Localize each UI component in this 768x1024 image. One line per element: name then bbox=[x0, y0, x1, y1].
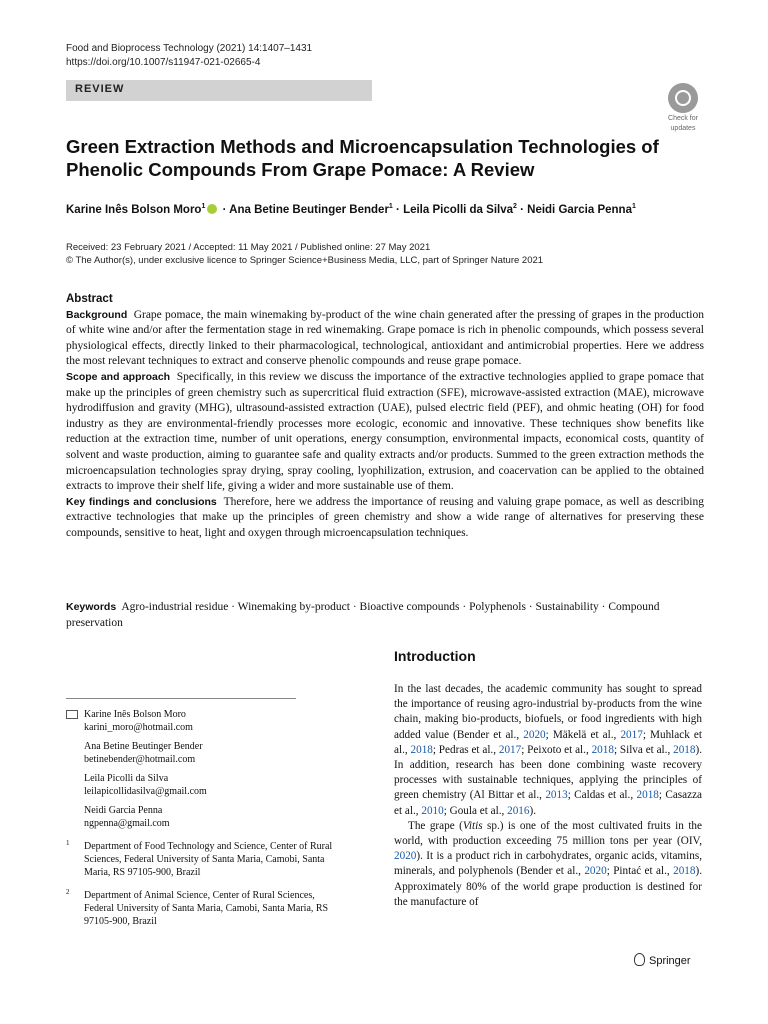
contact-name: Leila Picolli da Silva bbox=[84, 773, 169, 784]
article-type-label: REVIEW bbox=[75, 83, 125, 95]
author-separator: · bbox=[219, 203, 230, 216]
doi-link[interactable]: https://doi.org/10.1007/s11947-021-02665-4 bbox=[66, 57, 261, 68]
affiliation-text: Department of Animal Science, Center of Rural Sciences, Federal University of Santa Maria, Camobi, Santa Maria, RS 97105-900, Brazil bbox=[84, 890, 329, 927]
check-updates-line2: updates bbox=[670, 125, 696, 132]
citation-link[interactable]: 2010 bbox=[421, 804, 444, 817]
contact-entry bbox=[84, 772, 207, 798]
findings-label: Key findings and conclusions bbox=[66, 495, 217, 508]
publisher-footer bbox=[634, 953, 691, 967]
publisher-name: Springer bbox=[649, 955, 691, 967]
corresponding-contacts bbox=[66, 708, 207, 836]
contact-entry bbox=[84, 804, 207, 830]
keywords bbox=[66, 599, 706, 631]
abstract-heading: Abstract bbox=[66, 293, 113, 305]
abstract-scope bbox=[66, 370, 704, 495]
citation-link[interactable]: 2018 bbox=[591, 743, 614, 756]
affiliations bbox=[66, 840, 344, 938]
paragraph-text: ; Casazza et al., bbox=[394, 789, 702, 817]
contact-name: Karine Inês Bolson Moro bbox=[84, 709, 186, 720]
paragraph-text: ; Pedras et al., bbox=[432, 743, 499, 756]
affiliation-entry bbox=[66, 839, 344, 879]
citation-link[interactable]: 2016 bbox=[507, 804, 530, 817]
affiliation-entry bbox=[66, 888, 344, 928]
citation-link[interactable]: 2018 bbox=[636, 789, 659, 802]
check-for-updates-badge[interactable] bbox=[663, 83, 703, 133]
scope-text: Specifically, in this review we discuss the importance of the extractive technologies applied to grape pomace that make up the principles of green chemistry such as supercritical fluid extraction (SFE), microwave-assisted extraction (MAE), microwave hydrodiffusion and gravity (MHG), ultrasound-assisted extraction (UAE), pulsed electric field (PEF), and ohmic heating (OH) for food industry as they are environmental-friendly processes more ecologic, economic and innovative. These techniques show benefits like reduction at the extraction time, number of unit operations, energy consumption, environmental impacts, economical costs, quantity of solvent and waste production, aiming to guarantee safe and quality extracts and/or products. Summed to the green extraction methods the microencapsulation technologies spray drying, spray cooling, lyophilization, extrusion, and coacervation can be applied to the obtained extracts to improve their shelf life, giving a wider and more sustainable use of them. bbox=[66, 370, 705, 493]
citation-link[interactable]: 2020 bbox=[584, 865, 607, 878]
scope-label: Scope and approach bbox=[66, 370, 171, 383]
author-separator: · bbox=[392, 203, 404, 216]
paragraph-text: ). bbox=[529, 804, 537, 817]
paragraph-text: ; Goula et al., bbox=[443, 804, 508, 817]
article-type-bar bbox=[66, 80, 372, 101]
keywords-text: Agro-industrial residue · Winemaking by-product · Bioactive compounds · Polyphenols · Sustainability · Compound preservation bbox=[66, 601, 660, 629]
envelope-icon bbox=[66, 710, 78, 719]
introduction-paragraph bbox=[394, 819, 702, 910]
citation-link[interactable]: 2020 bbox=[394, 850, 417, 863]
findings-text: Therefore, here we address the importance of reusing and valuing grape pomace, as well as describing extractive technologies that make up the principles of green chemistry and show a wide range of alternatives for preserving these compounds, sensitive to heat, light and oxygen through microencapsulation techniques. bbox=[66, 495, 704, 539]
article-title: Green Extraction Methods and Microencapsulation Technologies of Phenolic Compounds From Grape Pomace: A Review bbox=[66, 136, 659, 180]
author-affiliation-number: 1 bbox=[201, 203, 206, 210]
paragraph-text: ; Caldas et al., bbox=[567, 789, 637, 802]
italic-term: Vitis bbox=[462, 819, 483, 832]
contact-name: Neidi Garcia Penna bbox=[84, 805, 163, 816]
paragraph-text: ). It is a product rich in carbohydrates, organic acids, vitamins, minerals, and polyphenols (Bender et al., bbox=[394, 850, 702, 878]
affiliation-number: 1 bbox=[66, 839, 70, 847]
footnote-divider bbox=[66, 698, 296, 699]
contact-name: Ana Betine Beutinger Bender bbox=[84, 741, 203, 752]
orcid-icon[interactable] bbox=[207, 204, 217, 214]
citation-link[interactable]: 2020 bbox=[523, 728, 546, 741]
citation-link[interactable]: 2018 bbox=[673, 865, 696, 878]
author-name[interactable]: Leila Picolli da Silva bbox=[403, 203, 513, 216]
paragraph-text: sp.) is one of the most cultivated fruits in the world, with production exceeding 75 million tons per year (OIV, bbox=[394, 819, 702, 848]
author-list bbox=[66, 203, 636, 216]
contact-email[interactable]: ngpenna@gmail.com bbox=[84, 818, 170, 829]
contact-email[interactable]: karini_moro@hotmail.com bbox=[84, 722, 193, 733]
contact-email[interactable]: betinebender@hotmail.com bbox=[84, 754, 196, 765]
author-name[interactable]: Neidi Garcia Penna bbox=[527, 203, 632, 216]
contact-entry bbox=[84, 708, 207, 734]
author-affiliation-number: 2 bbox=[513, 203, 517, 210]
paragraph-text: ; Peixoto et al., bbox=[521, 743, 592, 756]
abstract bbox=[66, 292, 704, 542]
paragraph-text: ). In addition, research has been done combining waste recovery processes with sustainable techniques, applying the principles of green chemistry (Al Bittar et al., bbox=[394, 743, 702, 802]
check-updates-icon bbox=[668, 83, 698, 113]
affiliation-number: 2 bbox=[66, 888, 70, 896]
paragraph-text: The grape ( bbox=[408, 819, 463, 832]
check-updates-line1: Check for bbox=[668, 115, 698, 122]
citation-link[interactable]: 2018 bbox=[410, 743, 433, 756]
paragraph-text: ; Pintać et al., bbox=[606, 865, 674, 878]
paragraph-text: ; Mäkelä et al., bbox=[545, 728, 621, 741]
paragraph-text: In the last decades, the academic community has sought to spread the importance of reusing agro-industrial by-products from the wine chain, making bio-products, biofuels, or food ingredients with high added value (Bender et al., bbox=[394, 683, 702, 741]
background-text: Grape pomace, the main winemaking by-product of the wine chain generated after the pressing of grapes in the production of white wine and/or after the fermentation stage in red winemaking. Grape pomace is rich in phenolic compounds, which possess several physiological effects, directly linked to their pharmacological, technological, antioxidant and antimicrobial properties. Here we address the most relevant techniques to extract and conserve phenolic compounds and reuse grape pomace. bbox=[66, 308, 704, 368]
journal-header bbox=[66, 42, 312, 70]
springer-horse-icon bbox=[634, 953, 645, 966]
paragraph-text: ). Approximately 80% of the world grape production is destined for the manufacture of bbox=[394, 865, 702, 908]
introduction-paragraph bbox=[394, 682, 702, 819]
affiliation-text: Department of Food Technology and Science, Center of Rural Sciences, Federal University of Santa Maria, Camobi, Santa Maria, RS 97105-900, Brazil bbox=[84, 841, 333, 878]
author-name[interactable]: Karine Inês Bolson Moro bbox=[66, 203, 202, 216]
author-affiliation-number: 1 bbox=[388, 203, 393, 210]
background-label: Background bbox=[66, 308, 128, 321]
introduction-heading: Introduction bbox=[394, 648, 476, 664]
author-separator: · bbox=[516, 203, 528, 216]
paragraph-text: ; Muhlack et al., bbox=[394, 728, 702, 756]
citation-link[interactable]: 2018 bbox=[673, 743, 696, 756]
paragraph-text: ; Silva et al., bbox=[613, 743, 674, 756]
citation-link[interactable]: 2013 bbox=[545, 789, 568, 802]
copyright-line: © The Author(s), under exclusive licence to Springer Science+Business Media, LLC, part of Springer Nature 2021 bbox=[66, 255, 544, 266]
contact-entry bbox=[84, 740, 207, 766]
abstract-background bbox=[66, 308, 704, 370]
journal-citation: Food and Bioprocess Technology (2021) 14:1407–1431 bbox=[66, 43, 313, 54]
publication-dates bbox=[66, 241, 543, 267]
citation-link[interactable]: 2017 bbox=[498, 743, 522, 756]
dates-line: Received: 23 February 2021 / Accepted: 11 May 2021 / Published online: 27 May 2021 bbox=[66, 242, 431, 253]
author-name[interactable]: Ana Betine Beutinger Bender bbox=[229, 203, 389, 216]
author-affiliation-number: 1 bbox=[631, 203, 636, 210]
keywords-label: Keywords bbox=[66, 601, 117, 613]
abstract-findings bbox=[66, 495, 704, 542]
introduction-body bbox=[394, 682, 702, 910]
citation-link[interactable]: 2017 bbox=[620, 728, 643, 741]
contact-email[interactable]: leilapicollidasilva@gmail.com bbox=[84, 786, 207, 797]
